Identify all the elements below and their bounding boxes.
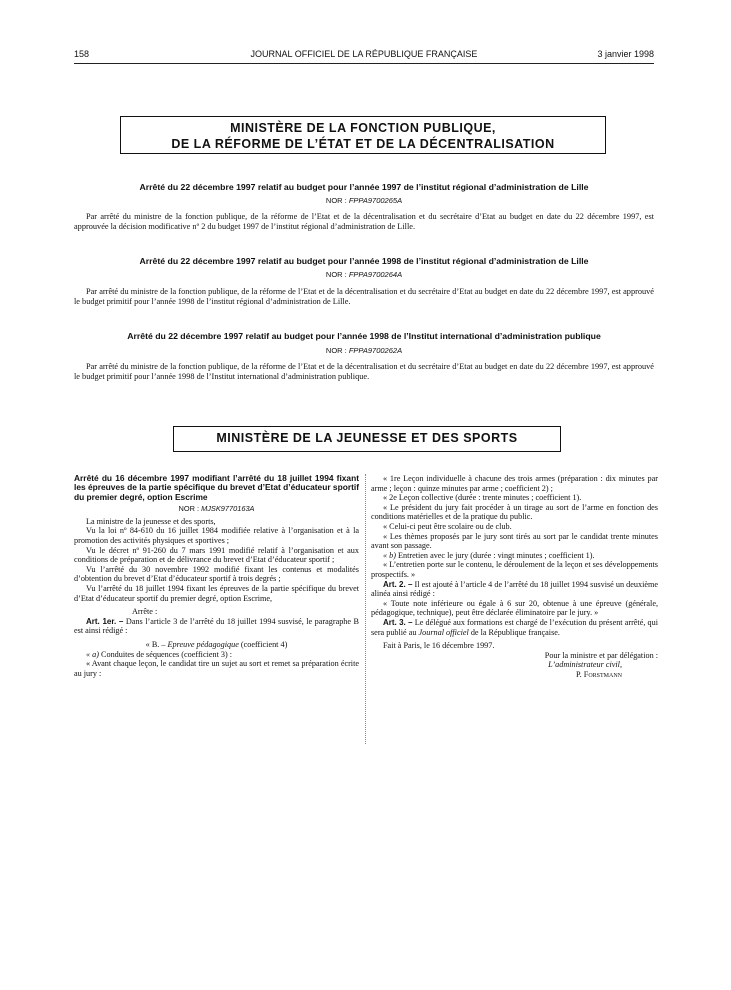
ministry-heading-jeunesse-sports (173, 426, 561, 452)
visa-arrete-1992: Vu l’arrêté du 30 novembre 1992 modifié fixant les contenus et modalités d’obtention du brevet d’Etat d’éducateur sportif à trois degrés ; (74, 564, 359, 584)
nor-code: FPPA9700262A (348, 346, 403, 355)
visa-loi: Vu la loi nº 84-610 du 16 juillet 1984 modifiée relative à l’organisation et à la promotion des activités physiques et sportives ; (74, 526, 359, 545)
article-3-text-b: de la République française. (470, 627, 560, 637)
ministry-heading-line2: DE LA RÉFORME DE L’ÉTAT ET DE LA DÉCENTRALISATION (171, 136, 554, 154)
nor-line-1 (74, 196, 654, 205)
paragraph-b-coefficient: (coefficient 4) (240, 639, 288, 649)
paragraph-a-text: Conduites de séquences (coefficient 3) : (101, 649, 233, 659)
ministry-heading-line1: MINISTÈRE DE LA FONCTION PUBLIQUE, (230, 121, 496, 135)
nor-code: FPPA9700264A (348, 270, 403, 279)
arrete-keyword: Arrête : (132, 607, 158, 617)
issue-date: 3 janvier 1998 (597, 49, 654, 59)
paragraph-a-prefix: « a) (86, 649, 99, 659)
nor-code: FPPA9700265A (348, 196, 403, 205)
visa-arrete-1994: Vu l’arrêté du 18 juillet 1994 fixant les épreuves de la partie spécifique du brevet d’Etat d’éducateur sportif du premier degré, option Escrime, (74, 583, 359, 603)
paragraph-b-entretien-prefix: « b) (383, 550, 396, 560)
signature-title-text: L’administrateur civil, (548, 660, 622, 670)
column-divider (365, 474, 366, 744)
page-header (74, 49, 654, 63)
paragraph-a (74, 650, 359, 660)
article-3-label: Art. 3. – (383, 617, 413, 627)
note-eliminatoire: « Toute note inférieure ou égale à 6 sur 20, obtenue à une épreuve (générale, pédagogique, technique), peut être déclarée éliminatoire par le jury. » (371, 598, 658, 618)
arrete-title-1: Arrêté du 22 décembre 1997 relatif au budget pour l’année 1997 de l’institut régional d’administration de Lille (139, 182, 589, 192)
signature-name (371, 670, 658, 680)
article-3 (371, 618, 658, 637)
nor-code: MJSK9770163A (201, 504, 255, 514)
tirage-arme: « Le président du jury fait procéder à un tirage au sort de l’arme en fonction des conditions matérielles et de la pratique du public. (371, 502, 658, 522)
nor-label: NOR : (325, 270, 347, 279)
arrete-text-2: Par arrêté du ministre de la fonction publique, de la réforme de l’Etat et de la décentralisation et du secrétaire d’Etat au budget en date du 22 décembre 1997, est approuvé le budget primitif pour l’année 1998 de l’institut régional d’administration de Lille. (74, 287, 654, 306)
visa-ministre: La ministre de la jeunesse et des sports, (86, 516, 216, 526)
article-2-text: Il est ajouté à l’article 4 de l’arrêté du 18 juillet 1994 susvisé un deuxième alinéa ainsi rédigé : (371, 579, 658, 599)
lecon-individuelle: « 1re Leçon individuelle à chacune des trois armes (préparation : dix minutes par arme ; leçon : quinze minutes par arme ; coefficient 2) ; (371, 474, 658, 493)
sport-arrete-title: Arrêté du 16 décembre 1997 modifiant l’arrêté du 18 juillet 1994 fixant les épreuves de la partie spécifique du brevet d’Etat d’éducateur sportif du premier degré, option Escrime (74, 473, 359, 502)
signature-title (371, 660, 658, 670)
paragraph-b-entretien-text: Entretien avec le jury (durée : vingt minutes ; coefficient 1). (398, 550, 595, 560)
article-1 (74, 617, 359, 636)
entretien-contenu: « L’entretien porte sur le contenu, le déroulement de la leçon et ses développements prospectifs. » (371, 560, 658, 579)
signature-name-text: P. Forstmann (576, 669, 622, 679)
nor-line-3 (74, 346, 654, 355)
nor-label: NOR : (178, 504, 200, 514)
nor-label: NOR : (325, 346, 347, 355)
visa-decret: Vu le décret nº 91-260 du 7 mars 1991 modifié relatif à l’organisation et aux conditions de préparation et de délivrance du brevet d’Etat d’éducateur sportif ; (74, 545, 359, 565)
lecon-collective: « 2e Leçon collective (durée : trente minutes ; coefficient 1). (383, 493, 582, 503)
fait-a-paris: Fait à Paris, le 16 décembre 1997. (383, 641, 495, 651)
ministry-heading-line1: MINISTÈRE DE LA JEUNESSE ET DES SPORTS (216, 431, 518, 445)
arrete-title-3: Arrêté du 22 décembre 1997 relatif au budget pour l’année 1998 de l’Institut international d’administration publique (127, 331, 601, 341)
right-column (371, 474, 658, 679)
paragraph-b-heading (74, 640, 359, 650)
paragraph-b-entretien (371, 551, 658, 561)
sport-nor-line (74, 504, 359, 514)
journal-title: JOURNAL OFFICIEL DE LA RÉPUBLIQUE FRANÇAISE (250, 49, 478, 59)
preparation-text: « Avant chaque leçon, le candidat tire un sujet au sort et remet sa préparation écrite au jury : (74, 659, 359, 678)
article-1-text: Dans l’article 3 de l’arrêté du 18 juillet 1994 susvisé, le paragraphe B est ainsi rédigé : (74, 616, 360, 636)
arrete-text-3: Par arrêté du ministre de la fonction publique, de la réforme de l’Etat et de la décentralisation et du secrétaire d’Etat au budget en date du 22 décembre 1997, est approuvé le budget primitif pour l’année 1998 de l’Institut international d’administration publique. (74, 362, 654, 381)
article-2 (371, 580, 658, 599)
article-2-label: Art. 2. – (383, 579, 413, 589)
ministry-heading-fonction-publique (120, 116, 606, 154)
nor-label: NOR : (325, 196, 347, 205)
nor-line-2 (74, 270, 654, 279)
article-3-journal: Journal officiel (418, 627, 469, 637)
public-type: « Celui-ci peut être scolaire ou de club. (383, 521, 512, 531)
paragraph-b-title: Epreuve pédagogique (167, 639, 239, 649)
header-rule (74, 63, 654, 64)
page-number: 158 (74, 49, 90, 59)
article-3-text-a: Le délégué aux formations est chargé de l’exécution du présent arrêté, qui sera publié au (371, 617, 658, 637)
paragraph-b-prefix: « B. – (145, 639, 166, 649)
article-1-label: Art. 1er. – (86, 616, 124, 626)
arrete-text-1: Par arrêté du ministre de la fonction publique, de la réforme de l’Etat et de la décentralisation et du secrétaire d’Etat au budget en date du 22 décembre 1997, est approuvée la décision modificative nº 2 du budget 1997 de l’institut régional d’administration de Lille. (74, 212, 654, 231)
themes-tirage: « Les thèmes proposés par le jury sont tirés au sort par le candidat trente minutes avant son passage. (371, 531, 658, 551)
arrete-title-2: Arrêté du 22 décembre 1997 relatif au budget pour l’année 1998 de l’institut régional d’administration de Lille (139, 256, 589, 266)
signature-delegation: Pour la ministre et par délégation : (544, 650, 658, 660)
left-column (74, 474, 359, 678)
